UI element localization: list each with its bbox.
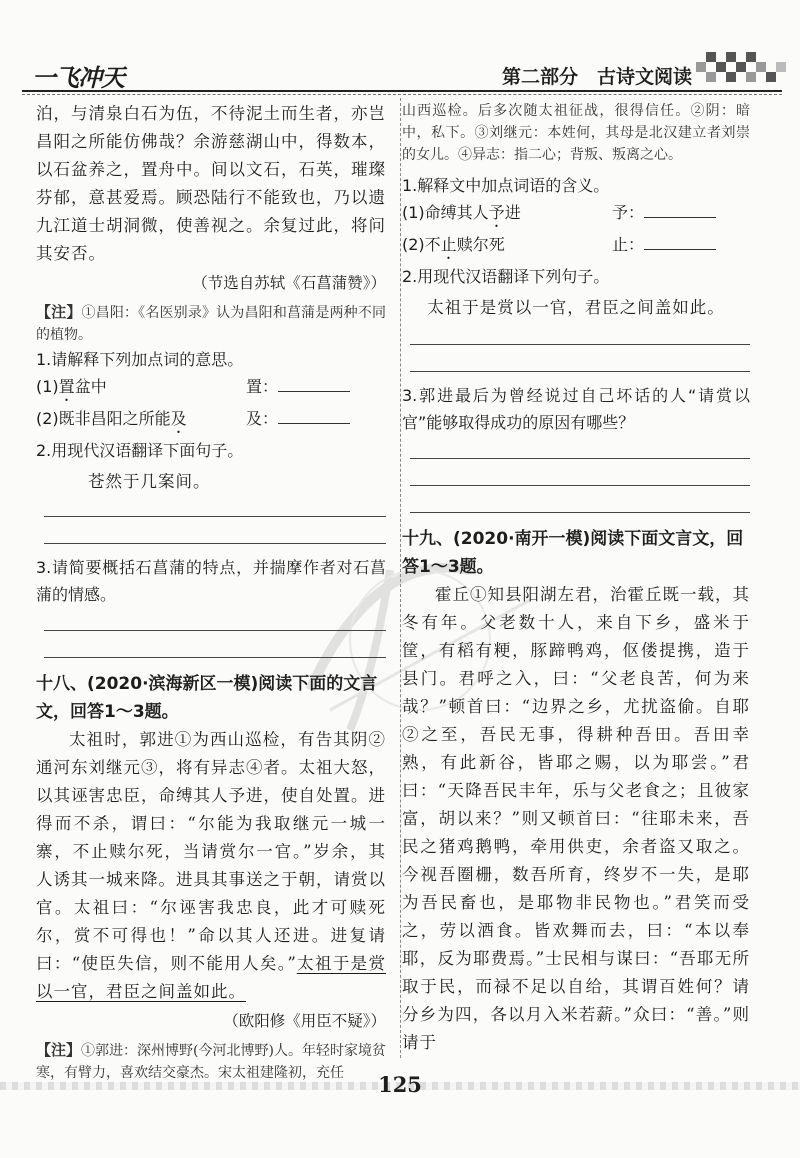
question-1b-text	[36, 405, 246, 437]
q1b-dotted-word: 及	[170, 409, 187, 428]
q1a-dotted-word: 予	[488, 203, 505, 222]
q1a-suffix: 进	[504, 203, 521, 222]
header-rule	[22, 90, 782, 92]
q1a-prefix: (1)	[36, 377, 59, 396]
checker-pattern-icon	[696, 52, 788, 88]
q1a-suffix: 盆中	[74, 377, 107, 396]
q1b-prefix: (2)既非昌阳之所能	[36, 409, 171, 428]
q1a-prefix: (1)命缚其人	[402, 203, 489, 222]
question-1b-answer-label: 及：	[246, 409, 279, 428]
page-number: 125	[378, 1072, 422, 1097]
passage-source: （欧阳修《用臣不疑》）	[223, 1012, 386, 1030]
q1a-dotted-word: 置	[58, 377, 75, 396]
question-1: 1.解释文中加点词语的含义。	[402, 176, 610, 195]
brand-logo: 一飞冲天	[32, 64, 124, 92]
question-1b-answer-label: 止：	[612, 235, 645, 254]
passage-continuation: 泊，与清泉白石为伍，不待泥土而生者，亦岂昌阳之所能仿佛哉？余游慈湖山中，得数本，以石盆养之，置舟中。间以文石，石英，璀璨芬郁，意甚爱焉。顾恐陆行不能致也，乃以遗九江道士胡洞微，使善视之。余复过此，将问其安否。	[36, 104, 386, 263]
section-19-passage: 霍丘①知县阳湖左君，治霍丘既一载，其冬有年。父老数十人，来自下乡，盛米于筐，有稻有粳，豚蹄鸭鸡，伛偻提携，造于县门。君呼之入，曰：“父老良苦，何为来哉？”顿首曰：“边界之乡，尤扰盗偷。自耶②之至，吾民无事，得耕种吾田。吾田幸熟，有此新谷，皆耶之赐，以为耶尝。”君曰：“天降吾民丰年，乐与父老食之；且彼家富，胡以来？”则又顿首曰：“往耶未来，吾民之猪鸡鹅鸭，牵用供吏，余者盗又取之。今视吾圈栅，数吾所育，终岁不一失，是耶为吾民畜也，是耶物非民物也。”君笑而受之，劳以酒食。皆欢舞而去，曰：“本以奉耶，反为耶费焉。”士民相与谋曰：“吾耶无所取于民，而禄不足以自给，其谓百姓何？请分乡为四，各以月入米若薪。”众曰：“善。”则请于	[402, 585, 750, 1052]
answer-line[interactable]	[410, 344, 750, 345]
answer-line[interactable]	[44, 657, 386, 658]
answer-blank[interactable]	[278, 405, 350, 424]
passage-source: （节选自苏轼《石菖蒲赞》）	[192, 274, 386, 292]
question-2-sentence: 太祖于是赏以一官，君臣之间盖如此。	[427, 298, 725, 317]
answer-line[interactable]	[44, 543, 386, 544]
question-1a	[402, 199, 750, 231]
note-text: ①郭进：深州博野(今河北博野)人。年轻时家境贫寒，有臂力，喜欢结交豪杰。宋太祖建隆初，充任	[36, 1043, 386, 1081]
answer-line[interactable]	[410, 485, 750, 486]
question-3: 3.请简要概括石菖蒲的特点，并揣摩作者对石菖蒲的情感。	[36, 558, 386, 604]
q1b-dotted-word: 止	[440, 235, 457, 254]
column-divider	[400, 98, 401, 1058]
right-column	[402, 100, 750, 1057]
section-18-title: 十八、(2020·滨海新区一模)阅读下面的文言文，回答1～3题。	[36, 674, 378, 722]
answer-line[interactable]	[410, 371, 750, 372]
answer-line[interactable]	[44, 516, 386, 517]
underlined-sentence: 太祖于是赏以一官，君臣之间盖如此。	[36, 954, 386, 1001]
question-1a	[36, 373, 386, 405]
question-2: 2.用现代汉语翻译下列句子。	[402, 267, 610, 286]
question-1b	[36, 405, 386, 437]
q1b-suffix: 赎尔死	[456, 235, 505, 254]
question-3: 3.郭进最后为曾经说过自己坏话的人“请赏以官”能够取得成功的原因有哪些？	[402, 386, 750, 432]
section-19-title: 十九、(2020·南开一模)阅读下面文言文，回答1～3题。	[402, 529, 744, 577]
question-2-sentence: 苍然于几案间。	[88, 472, 211, 491]
question-2: 2.用现代汉语翻译下面句子。	[36, 441, 244, 460]
note-text: ①昌阳：《名医别录》认为昌阳和菖蒲是两种不同的植物。	[36, 305, 386, 343]
section-18-passage	[36, 726, 386, 1006]
answer-line[interactable]	[410, 458, 750, 459]
answer-blank[interactable]	[278, 373, 350, 392]
note-continuation: 山西巡检。后多次随太祖征战，很得信任。②阴：暗中，私下。③刘继元：本姓何，其母是北汉建立者刘崇的女儿。④异志：指二心；背叛、叛离之心。	[402, 103, 750, 163]
question-1b-text	[402, 231, 612, 263]
question-1a-answer-label: 置：	[246, 377, 279, 396]
q1b-prefix: (2)不	[402, 235, 441, 254]
answer-blank[interactable]	[644, 199, 716, 218]
question-1a-text	[36, 373, 246, 405]
section-title: 第二部分 古诗文阅读	[501, 66, 692, 88]
note-label: 【注】	[36, 303, 82, 321]
question-1b	[402, 231, 750, 263]
note-block	[36, 301, 386, 346]
question-1: 1.请解释下列加点词的意思。	[36, 350, 244, 369]
answer-blank[interactable]	[644, 231, 716, 250]
answer-line[interactable]	[44, 630, 386, 631]
header-dashed-rule	[22, 94, 782, 95]
answer-line[interactable]	[410, 512, 750, 513]
question-1a-text	[402, 199, 612, 231]
left-column	[36, 100, 386, 1084]
passage-text: 太祖时，郭进①为西山巡检，有告其阴②通河东刘继元③，将有异志④者。太祖大怒，以其诬害忠臣，命缚其人予进，使自处置。进得而不杀，谓曰：“尔能为我取继元一城一寨，不止赎尔死，当请赏尔一官。”岁余，其人诱其一城来降。进具其事送之于朝，请赏以官。太祖曰：“尔诬害我忠良，此才可赎死尔，赏不可得也！”命以其人还进。进复请曰：“使臣失信，则不能用人矣。”	[36, 730, 386, 973]
page-header	[0, 0, 800, 92]
note-block	[36, 1039, 386, 1084]
question-1a-answer-label: 予：	[612, 203, 645, 222]
note-label: 【注】	[36, 1041, 82, 1059]
